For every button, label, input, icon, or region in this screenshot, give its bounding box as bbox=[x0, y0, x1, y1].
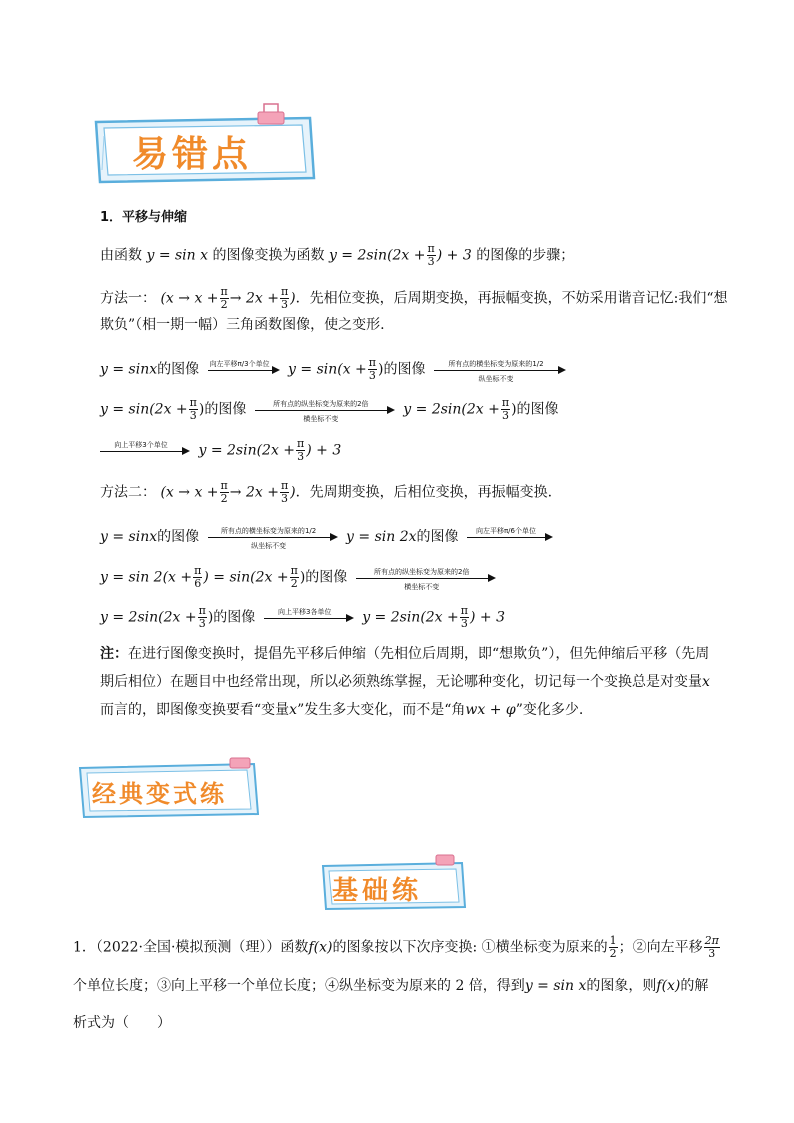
note-angle: wx + φ bbox=[465, 702, 516, 718]
function-fx: f(x) bbox=[308, 939, 333, 956]
intro-text-c: 的图像的步骤； bbox=[476, 247, 575, 264]
formula: ) + 3 bbox=[306, 442, 342, 459]
problem-text: 的解 bbox=[680, 978, 709, 994]
fraction: $\frac{2\pi}{3}$ bbox=[704, 934, 719, 960]
note-text-4: ”变化多少. bbox=[515, 702, 584, 718]
fraction: $\frac{\pi}{3}$ bbox=[427, 242, 435, 268]
chain-b: → 2x + bbox=[229, 484, 279, 501]
formula: y = sin(x + bbox=[288, 361, 367, 378]
transform-arrow: 向左平移π/3个单位 bbox=[208, 362, 280, 378]
banner-yicuodian bbox=[88, 112, 320, 186]
problem-text: 的图象，则 bbox=[586, 978, 657, 994]
m2-row-3 bbox=[100, 605, 505, 630]
m2-row-1 bbox=[100, 526, 557, 548]
banner-title: 易错点 bbox=[132, 134, 253, 175]
transform-arrow: 向上平移3个单位 bbox=[100, 443, 190, 459]
transform-arrow: 所有点的横坐标变为原来的1/2 纵坐标不变 bbox=[208, 529, 338, 545]
formula: y = 2sin(2x + bbox=[198, 442, 296, 459]
problem-text: 个单位长度；③向上平移一个单位长度；④纵坐标变为原来的 2 倍，得到 bbox=[73, 978, 525, 994]
m2-row-2 bbox=[100, 565, 500, 590]
fraction: $\frac{\pi}{3}$ bbox=[198, 604, 206, 630]
fraction: $\frac{\pi}{3}$ bbox=[297, 437, 305, 463]
fraction: $\frac{\pi}{3}$ bbox=[501, 396, 510, 422]
function-fx: f(x) bbox=[656, 978, 681, 994]
note-label: 注： bbox=[100, 646, 128, 662]
note-paragraph bbox=[100, 640, 720, 724]
m1-row-1 bbox=[100, 357, 570, 382]
formula: ) = sin(2x + bbox=[203, 569, 289, 586]
formula-text: )的图像 bbox=[299, 569, 348, 586]
problem-1-line-3: 析式为（ ） bbox=[73, 1015, 171, 1031]
formula: y = sin(2x + bbox=[100, 401, 188, 418]
chain-c: ) bbox=[290, 484, 296, 501]
m1-row-3 bbox=[100, 438, 341, 463]
method-two-line bbox=[100, 480, 552, 505]
fraction: $\frac{1}{2}$ bbox=[609, 934, 617, 960]
formula: y = sin x bbox=[524, 978, 587, 994]
transform-arrow: 向上平移3各单位 bbox=[264, 610, 354, 626]
method-two-label: 方法二： bbox=[100, 484, 156, 501]
intro-formula-1: y = sin x bbox=[146, 247, 209, 264]
transform-arrow: 向左平移π/6个单位 bbox=[467, 529, 553, 545]
intro-formula-2-end: ) + 3 bbox=[436, 247, 472, 264]
formula: y = sin 2(x + bbox=[100, 569, 193, 586]
fraction: $\frac{\pi}{3}$ bbox=[460, 604, 468, 630]
problem-text: 的图象按以下次序变换: ①横坐标变为原来的 bbox=[332, 939, 608, 956]
problem-1-line-2 bbox=[73, 975, 708, 997]
formula-text: )的图像 bbox=[207, 609, 256, 626]
chain-c: ) bbox=[290, 290, 296, 307]
chain-a: (x → x + bbox=[160, 484, 219, 501]
note-text-2: 而言的，即图像变换要看“变量 bbox=[100, 702, 290, 718]
fraction: $\frac{\pi}{2}$ bbox=[290, 564, 298, 590]
formula-text: )的图像 bbox=[198, 401, 247, 418]
fraction: $\frac{\pi}{6}$ bbox=[194, 564, 202, 590]
transform-arrow: 所有点的纵坐标变为原来的2倍 横坐标不变 bbox=[356, 570, 496, 586]
formula: y = 2sin(2x + bbox=[100, 609, 197, 626]
fraction: $\frac{\pi}{3}$ bbox=[280, 285, 289, 311]
formula: y = 2sin(2x + bbox=[403, 401, 500, 418]
fraction: $\frac{\pi}{2}$ bbox=[220, 479, 228, 505]
banner-jingdian bbox=[74, 760, 262, 820]
intro-formula-2: y = 2sin(2x + bbox=[328, 247, 426, 264]
problem-prefix: 1．（2022·全国·模拟预测（理））函数 bbox=[73, 939, 309, 956]
fraction: $\frac{\pi}{2}$ bbox=[220, 285, 228, 311]
m1-row-2 bbox=[100, 397, 559, 422]
problem-text: ；②向左平移 bbox=[618, 939, 703, 956]
chain-a: (x → x + bbox=[160, 290, 219, 307]
formula-text: 的图像 bbox=[157, 529, 200, 545]
formula: y = sinx bbox=[100, 361, 158, 378]
formula-text: 的图像 bbox=[416, 529, 459, 545]
intro-text-a: 由函数 bbox=[100, 247, 142, 264]
formula-text: )的图像 bbox=[378, 361, 426, 378]
banner-jichulian bbox=[318, 860, 468, 912]
fraction: $\frac{\pi}{3}$ bbox=[280, 479, 289, 505]
formula-text: 的图像 bbox=[157, 361, 200, 378]
intro-text-b: 的图像变换为函数 bbox=[212, 247, 325, 264]
method-one-label: 方法一： bbox=[100, 290, 156, 307]
fraction: $\frac{\pi}{3}$ bbox=[368, 356, 377, 382]
intro-line bbox=[100, 243, 574, 268]
method-one-line bbox=[100, 286, 728, 311]
method-one-text: ．先相位变换，后周期变换，再振幅变换，不妨采用谐音记忆:我们“想 bbox=[295, 290, 728, 307]
note-text-3: ”发生多大变化，而不是“角 bbox=[297, 702, 466, 718]
problem-1-line-1 bbox=[73, 935, 721, 960]
banner-title: 经典变式练 bbox=[92, 780, 227, 808]
section-heading: 1．平移与伸缩 bbox=[100, 210, 188, 225]
method-one-text-2: 欺负”（相一期一幅）三角函数图像，使之变形. bbox=[100, 317, 385, 333]
formula: y = sin 2x bbox=[346, 529, 417, 545]
method-two-text: ．先周期变换，后相位变换，再振幅变换. bbox=[295, 484, 553, 501]
transform-arrow: 所有点的横坐标变为原来的1/2 纵坐标不变 bbox=[434, 362, 566, 378]
formula: y = sinx bbox=[100, 529, 158, 545]
formula: ) + 3 bbox=[470, 609, 505, 626]
transform-arrow: 所有点的纵坐标变为原来的2倍 横坐标不变 bbox=[255, 402, 395, 418]
formula: y = 2sin(2x + bbox=[362, 609, 459, 626]
banner-title: 基础练 bbox=[332, 876, 423, 906]
chain-b: → 2x + bbox=[229, 290, 279, 307]
formula-text: )的图像 bbox=[511, 401, 559, 418]
note-variable: x bbox=[289, 702, 298, 718]
fraction: $\frac{\pi}{3}$ bbox=[189, 396, 197, 422]
note-text: 在进行图像变换时，提倡先平移后伸缩（先相位后周期，即“想欺负”），但先伸缩后平移（先周期后相位）在题目中也经常出现，所以必须熟练掌握，无论哪种变化，切记每一个变换总是对变量 bbox=[100, 646, 710, 690]
note-variable: x bbox=[702, 674, 710, 690]
